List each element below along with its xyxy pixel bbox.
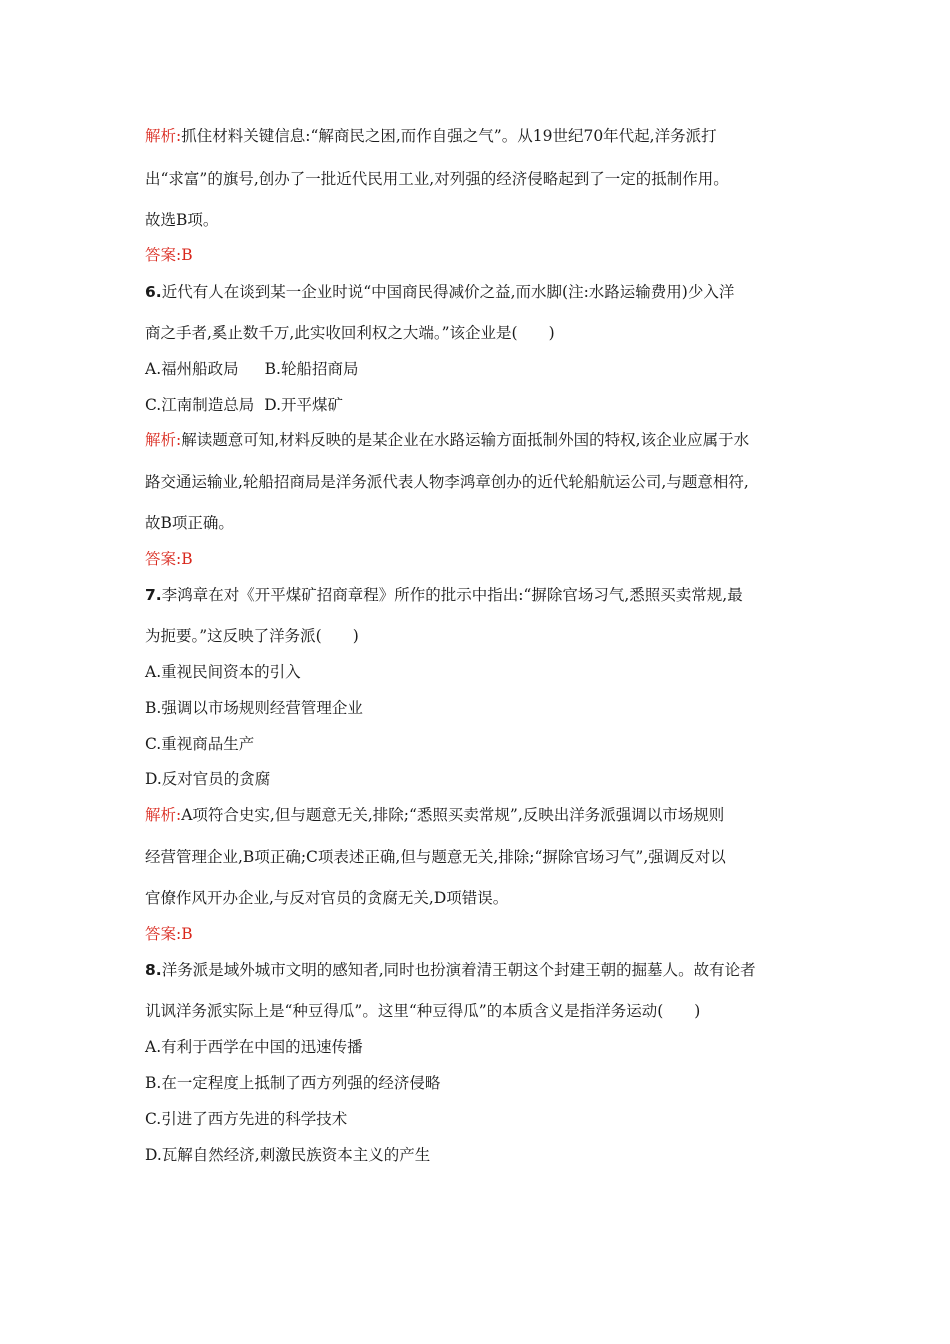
q8-option-d: D.瓦解自然经济,刺激民族资本主义的产生 (145, 1146, 431, 1164)
q6-stem-line-2: 商之手者,奚止数千万,此实收回利权之大端。”该企业是( ) (145, 324, 555, 342)
q7-analysis-line-2: 经营管理企业,B项正确;C项表述正确,但与题意无关,排除;“摒除官场习气”,强调反对以 (145, 848, 726, 866)
question-number: 7. (145, 586, 162, 604)
q7-stem-line-2: 为扼要。”这反映了洋务派( ) (145, 627, 359, 645)
q7-option-b: B.强调以市场规则经营管理企业 (145, 699, 363, 717)
analysis-label: 解析: (145, 806, 182, 824)
question-number: 6. (145, 283, 162, 301)
option-c: C.江南制造总局 (145, 396, 255, 414)
question-number: 8. (145, 961, 162, 979)
analysis-text: 抓住材料关键信息:“解商民之困,而作自强之气”。从19世纪70年代起,洋务派打 (181, 127, 717, 145)
q8-option-b: B.在一定程度上抵制了西方列强的经济侵略 (145, 1074, 441, 1092)
q5-answer: 答案:B (145, 246, 193, 264)
analysis-text: A项符合史实,但与题意无关,排除;“悉照买卖常规”,反映出洋务派强调以市场规则 (181, 806, 725, 824)
question-stem: 洋务派是域外城市文明的感知者,同时也扮演着清王朝这个封建王朝的掘墓人。故有论者 (161, 961, 756, 979)
q8-stem-line-2: 讥讽洋务派实际上是“种豆得瓜”。这里“种豆得瓜”的本质含义是指洋务运动( ) (145, 1002, 701, 1020)
q6-options-row-2 (145, 394, 343, 416)
q6-stem-line-1 (145, 281, 734, 303)
q7-analysis-line-3: 官僚作风开办企业,与反对官员的贪腐无关,D项错误。 (145, 889, 509, 907)
q8-stem-line-1 (145, 959, 756, 981)
q5-analysis-line-3: 故选B项。 (145, 211, 219, 229)
option-b: B.轮船招商局 (264, 360, 359, 378)
q6-options-row-1 (145, 358, 358, 380)
question-stem: 近代有人在谈到某一企业时说“中国商民得减价之益,而水脚(注:水路运输费用)少入洋 (161, 283, 735, 301)
option-d: D.开平煤矿 (264, 396, 344, 414)
q8-option-a: A.有利于西学在中国的迅速传播 (145, 1038, 363, 1056)
q7-stem-line-1 (145, 584, 743, 606)
q7-option-c: C.重视商品生产 (145, 735, 255, 753)
q7-option-a: A.重视民间资本的引入 (145, 663, 301, 681)
q6-answer: 答案:B (145, 550, 193, 568)
analysis-label: 解析: (145, 431, 182, 449)
q7-analysis-line-1 (145, 804, 724, 826)
q7-option-d: D.反对官员的贪腐 (145, 770, 271, 788)
analysis-text: 解读题意可知,材料反映的是某企业在水路运输方面抵制外国的特权,该企业应属于水 (181, 431, 750, 449)
option-a: A.福州船政局 (145, 360, 239, 378)
q8-option-c: C.引进了西方先进的科学技术 (145, 1110, 348, 1128)
q6-analysis-line-3: 故B项正确。 (145, 514, 234, 532)
q6-analysis-line-1 (145, 429, 749, 451)
q5-analysis-line-2: 出“求富”的旗号,创办了一批近代民用工业,对列强的经济侵略起到了一定的抵制作用。 (145, 170, 729, 188)
analysis-label: 解析: (145, 127, 182, 145)
q5-analysis-line-1 (145, 125, 717, 147)
question-stem: 李鸿章在对《开平煤矿招商章程》所作的批示中指出:“摒除官场习气,悉照买卖常规,最 (161, 586, 743, 604)
q6-analysis-line-2: 路交通运输业,轮船招商局是洋务派代表人物李鸿章创办的近代轮船航运公司,与题意相符, (145, 473, 749, 491)
q7-answer: 答案:B (145, 925, 193, 943)
